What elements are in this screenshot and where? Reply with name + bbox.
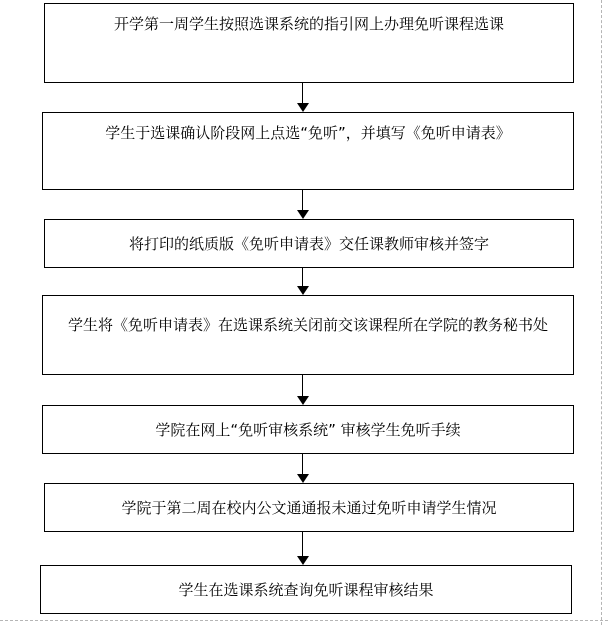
flow-step-7-text: 学生在选课系统查询免听课程审核结果: [178, 580, 434, 599]
flow-step-5: [42, 405, 574, 454]
flow-step-1-text: 开学第一周学生按照选课系统的指引网上办理免听课程选课: [113, 15, 504, 33]
flow-step-6-text: 学院于第二周在校内公文通通报未通过免听申请学生情况: [121, 498, 497, 517]
flow-arrow-2: [297, 190, 309, 219]
flow-step-2: [42, 112, 574, 190]
flow-step-1: [44, 3, 574, 83]
flow-step-5-text: 学院在网上“免听审核系统” 审核学生免听手续: [155, 420, 461, 439]
flow-step-3: [44, 219, 574, 268]
flow-step-4: [42, 295, 574, 375]
flow-arrow-4: [297, 375, 309, 405]
page-edge-bottom-divider: [0, 620, 608, 621]
flow-arrow-3: [297, 268, 309, 295]
page-edge-right-divider: [601, 0, 602, 625]
flow-arrow-1: [297, 83, 309, 112]
flow-step-6: [44, 483, 574, 532]
flow-arrow-5: [297, 454, 309, 483]
flow-arrow-6: [297, 532, 309, 565]
flow-step-7: [40, 565, 572, 614]
flow-step-2-text: 学生于选课确认阶段网上点选“免听”，并填写《免听申请表》: [105, 124, 511, 142]
flow-step-4-text: 学生将《免听申请表》在选课系统关闭前交该课程所在学院的教务秘书处: [67, 316, 548, 334]
flow-step-3-text: 将打印的纸质版《免听申请表》交任课教师审核并签字: [128, 234, 489, 253]
